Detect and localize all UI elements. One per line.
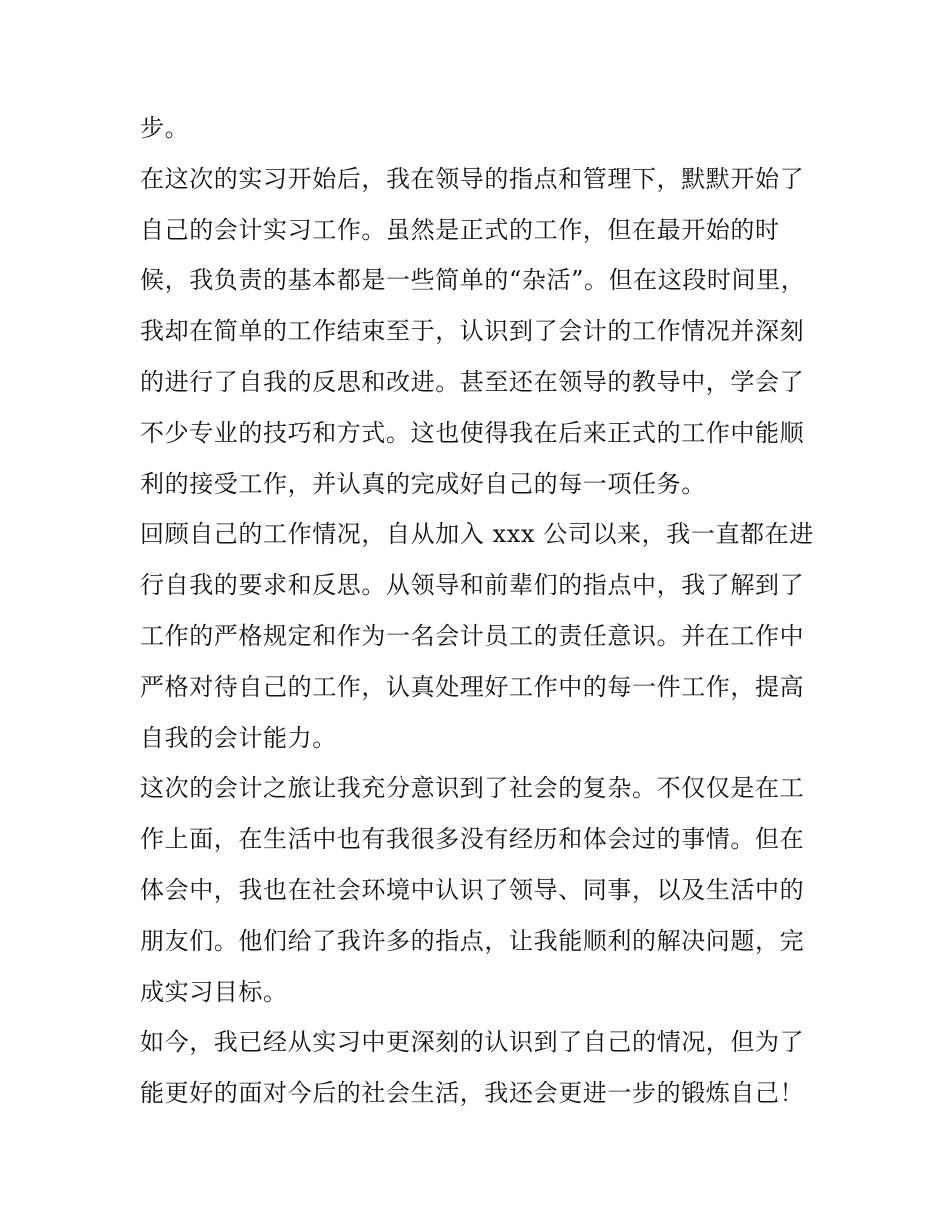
text-line: 我却在简单的工作结束至于，认识到了会计的工作情况并深刻 xyxy=(140,317,805,346)
text-line: 能更好的面对今后的社会生活，我还会更进一步的锻炼自己！ xyxy=(140,1079,805,1108)
text-line: 这次的会计之旅让我充分意识到了社会的复杂。不仅仅是在工 xyxy=(140,774,805,803)
text-line: 自我的会计能力。 xyxy=(140,723,337,752)
text-line: 工作的严格规定和作为一名会计员工的责任意识。并在工作中 xyxy=(140,621,805,650)
text-line: 回顾自己的工作情况，自从加入 xxx 公司以来，我一直都在进 xyxy=(140,520,814,549)
text-line: 候，我负责的基本都是一些简单的“杂活”。但在这段时间里， xyxy=(140,266,806,295)
text-line: 如今，我已经从实习中更深刻的认识到了自己的情况，但为了 xyxy=(140,1028,805,1057)
text-line: 作上面，在生活中也有我很多没有经历和体会过的事情。但在 xyxy=(140,825,805,854)
text-line: 的进行了自我的反思和改进。甚至还在领导的教导中，学会了 xyxy=(140,367,805,396)
text-line: 严格对待自己的工作，认真处理好工作中的每一件工作，提高 xyxy=(140,672,805,701)
text-line: 行自我的要求和反思。从领导和前辈们的指点中，我了解到了 xyxy=(140,571,805,600)
text-line: 利的接受工作，并认真的完成好自己的每一项任务。 xyxy=(140,469,706,498)
text-line: 体会中，我也在社会环境中认识了领导、同事，以及生活中的 xyxy=(140,875,805,904)
text-line: 不少专业的技巧和方式。这也使得我在后来正式的工作中能顺 xyxy=(140,418,805,447)
text-line: 在这次的实习开始后，我在领导的指点和管理下，默默开始了 xyxy=(140,164,805,193)
text-line: 自己的会计实习工作。虽然是正式的工作，但在最开始的时 xyxy=(140,215,780,244)
document-body xyxy=(140,103,820,1119)
text-line: 成实习目标。 xyxy=(140,977,288,1006)
text-line: 朋友们。他们给了我许多的指点，让我能顺利的解决问题，完 xyxy=(140,926,805,955)
text-line: 步。 xyxy=(140,114,190,142)
